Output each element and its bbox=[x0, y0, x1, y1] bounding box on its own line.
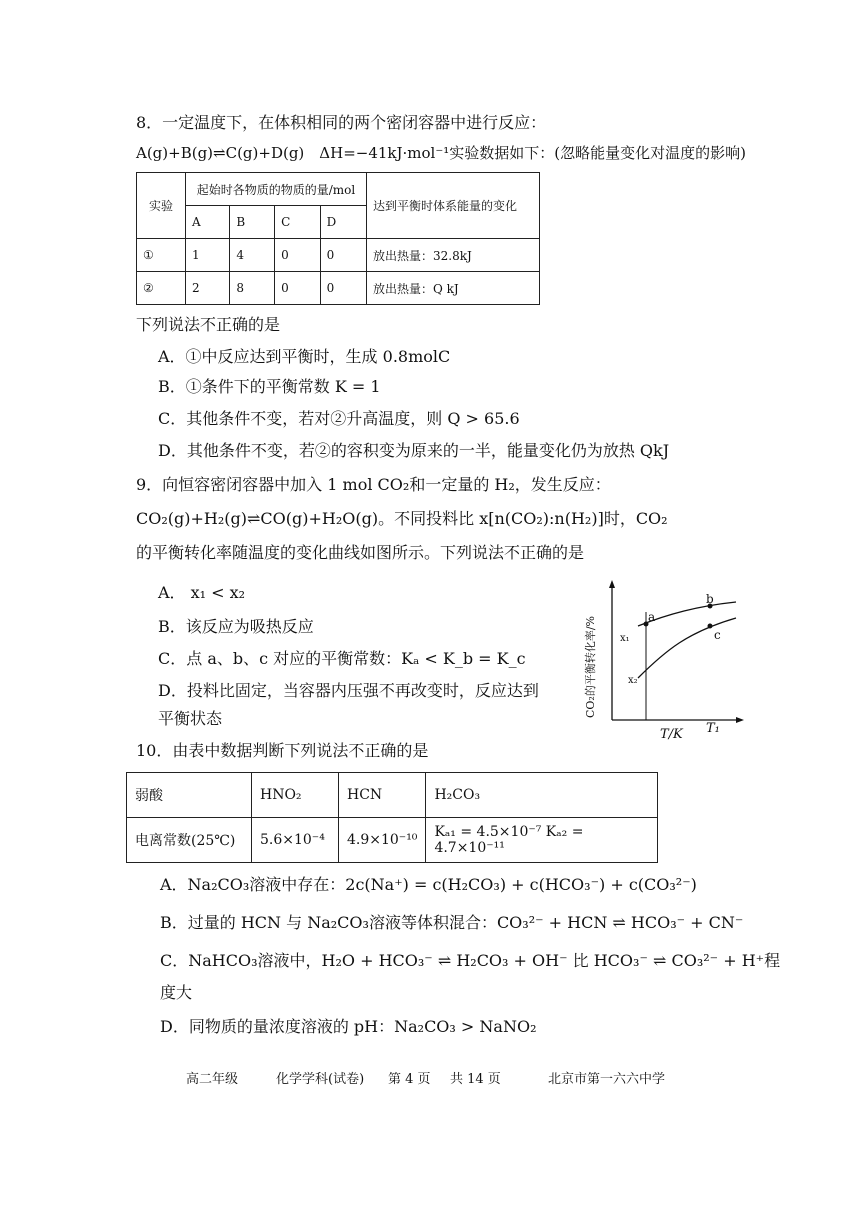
table-row bbox=[137, 272, 540, 305]
footer-grade: 高二年级 bbox=[186, 1072, 239, 1087]
q10-option-a: A．Na₂CO₃溶液中存在：2c(Na⁺) = c(H₂CO₃) + c(HCO₃⁻) + c(CO₃²⁻) bbox=[160, 875, 697, 894]
cell-h2co3-ka: Kₐ₁ = 4.5×10⁻⁷ Kₐ₂ = 4.7×10⁻¹¹ bbox=[426, 818, 658, 863]
header-weak-acid: 弱酸 bbox=[127, 773, 252, 818]
q9-reaction: CO₂(g)+H₂(g)⇌CO(g)+H₂O(g)。不同投料比 x[n(CO₂):n(H₂)]时，CO₂ bbox=[136, 509, 668, 528]
label-x2: x₂ bbox=[628, 675, 638, 686]
row-id: ② bbox=[137, 272, 186, 305]
header-energy-change: 达到平衡时体系能量的变化 bbox=[367, 173, 540, 239]
graph-t1-label: T₁ bbox=[706, 721, 720, 736]
q10-option-c-cont: 度大 bbox=[160, 983, 193, 1002]
cell-hno2-ka: 5.6×10⁻⁴ bbox=[252, 818, 339, 863]
graph-ylabel: CO₂的平衡转化率/% bbox=[584, 615, 597, 718]
q8-stem: 8．一定温度下，在体积相同的两个密闭容器中进行反应： bbox=[136, 113, 547, 132]
q8-option-c: C．其他条件不变，若对②升高温度，则 Q > 65.6 bbox=[158, 409, 520, 428]
header-start-amount: 起始时各物质的物质的量/mol bbox=[186, 173, 367, 206]
footer-school: 北京市第一六六中学 bbox=[548, 1072, 666, 1087]
row-ionization-label: 电离常数(25℃) bbox=[127, 818, 252, 863]
header-hcn: HCN bbox=[339, 773, 426, 818]
q9-stem: 9．向恒容密闭容器中加入 1 mol CO₂和一定量的 H₂，发生反应： bbox=[136, 475, 611, 494]
cell-change: 放出热量：32.8kJ bbox=[367, 239, 540, 272]
cell-d: 0 bbox=[320, 239, 366, 272]
x-axis-arrow bbox=[736, 717, 744, 723]
footer-total: 共 14 页 bbox=[450, 1072, 501, 1087]
row-id: ① bbox=[137, 239, 186, 272]
graph-svg bbox=[588, 578, 748, 748]
table-row bbox=[137, 239, 540, 272]
q10-acid-table bbox=[126, 772, 658, 863]
cell-b: 4 bbox=[230, 239, 275, 272]
label-b: b bbox=[706, 592, 714, 606]
col-a: A bbox=[186, 206, 230, 239]
label-a: a bbox=[648, 610, 656, 624]
q8-data-table bbox=[136, 172, 540, 305]
cell-hcn-ka: 4.9×10⁻¹⁰ bbox=[339, 818, 426, 863]
cell-c: 0 bbox=[275, 239, 320, 272]
col-b: B bbox=[230, 206, 275, 239]
q8-option-d: D．其他条件不变，若②的容积变为原来的一半，能量变化仍为放热 QkJ bbox=[158, 441, 670, 460]
q10-option-d: D．同物质的量浓度溶液的 pH：Na₂CO₃ > NaNO₂ bbox=[160, 1017, 537, 1036]
header-hno2: HNO₂ bbox=[252, 773, 339, 818]
cell-d: 0 bbox=[320, 272, 366, 305]
q9-conversion-graph bbox=[584, 578, 748, 748]
q8-reaction: A(g)+B(g)⇌C(g)+D(g) ΔH=−41kJ·mol⁻¹实验数据如下：(忽略能量变化对温度的影响) bbox=[136, 144, 746, 162]
q9-option-d-cont: 平衡状态 bbox=[158, 709, 223, 728]
header-experiment: 实验 bbox=[137, 173, 186, 239]
cell-a: 2 bbox=[186, 272, 230, 305]
cell-b: 8 bbox=[230, 272, 275, 305]
cell-c: 0 bbox=[275, 272, 320, 305]
footer-subject: 化学学科(试卷) bbox=[276, 1072, 365, 1087]
graph-xlabel: T/K bbox=[660, 727, 683, 742]
q8-option-a: A．①中反应达到平衡时，生成 0.8molC bbox=[158, 347, 451, 366]
header-h2co3: H₂CO₃ bbox=[426, 773, 658, 818]
cell-change: 放出热量：Q kJ bbox=[367, 272, 540, 305]
label-c: c bbox=[714, 628, 721, 642]
point-c bbox=[708, 624, 713, 629]
q10-option-c: C．NaHCO₃溶液中，H₂O + HCO₃⁻ ⇌ H₂CO₃ + OH⁻ 比 HCO₃⁻ ⇌ CO₃²⁻ + H⁺程 bbox=[160, 951, 781, 970]
cell-a: 1 bbox=[186, 239, 230, 272]
q9-option-b: B．该反应为吸热反应 bbox=[158, 617, 314, 636]
y-axis-arrow bbox=[609, 580, 615, 588]
q8-ask: 下列说法不正确的是 bbox=[136, 315, 281, 334]
col-d: D bbox=[320, 206, 366, 239]
col-c: C bbox=[275, 206, 320, 239]
q9-option-d: D．投料比固定，当容器内压强不再改变时，反应达到 bbox=[158, 681, 539, 700]
footer-page: 第 4 页 bbox=[388, 1072, 431, 1087]
q10-stem: 10．由表中数据判断下列说法不正确的是 bbox=[136, 741, 429, 760]
q9-option-c: C．点 a、b、c 对应的平衡常数：Kₐ < K_b = K_c bbox=[158, 649, 526, 668]
q8-option-b: B．①条件下的平衡常数 K = 1 bbox=[158, 377, 381, 396]
q9-stem-cont: 的平衡转化率随温度的变化曲线如图所示。下列说法不正确的是 bbox=[136, 543, 585, 562]
q10-option-b: B．过量的 HCN 与 Na₂CO₃溶液等体积混合：CO₃²⁻ + HCN ⇌ HCO₃⁻ + CN⁻ bbox=[160, 913, 744, 932]
label-x1: x₁ bbox=[620, 633, 630, 644]
q9-option-a: A． x₁ < x₂ bbox=[158, 583, 246, 602]
